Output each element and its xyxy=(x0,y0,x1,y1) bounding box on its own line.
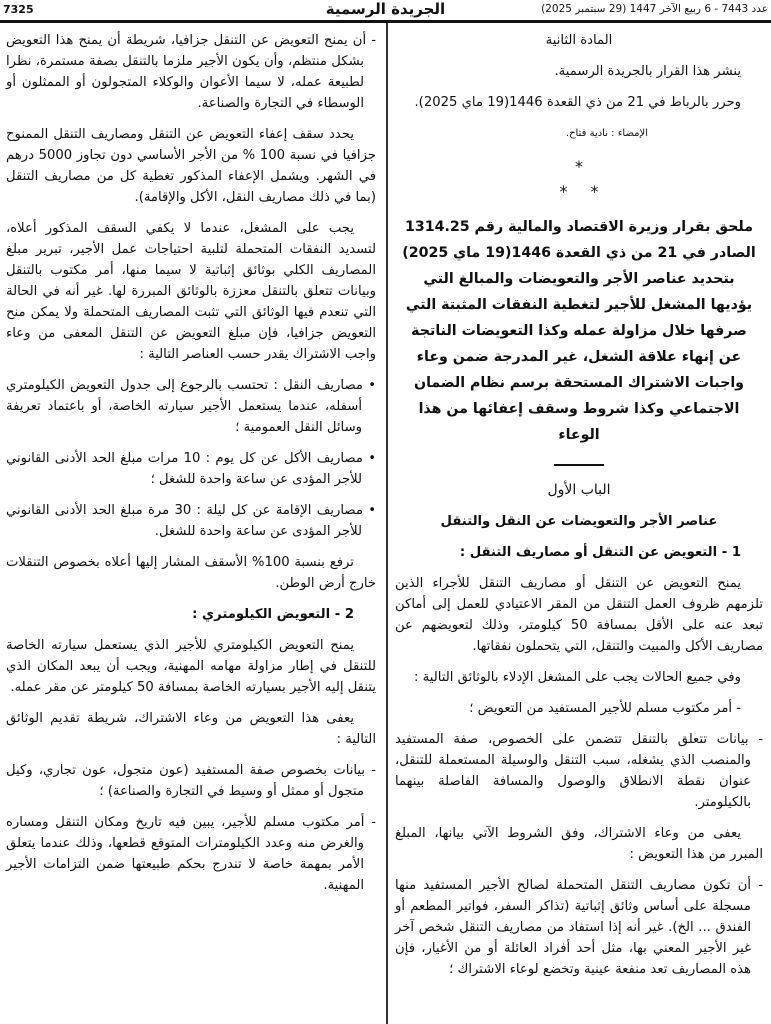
list-item: - أن يمنح التعويض عن التنقل جزافيا، شريطة أن يمنح هذا التعويض بشكل منتظم، وأن يكون الأجير ملزما بالتنقل بصفة مستمرة، نظرا لطبيعة عمله، لا سيما الأعوان والوكلاء المتجولون أو الممثلون أو الوسطاء في التجارة والصناعة. xyxy=(6,33,376,111)
paragraph: وفي جميع الحالات يجب على المشغل الإدلاء بالوثائق التالية : xyxy=(414,670,741,685)
star-separator-double: * * xyxy=(559,182,599,201)
bullet-item: • مصاريف الإقامة عن كل ليلة : 30 مرة مبلغ الحد الأدنى القانوني للأجر المؤدى عن ساعة واحدة للشغل. xyxy=(6,503,376,539)
paragraph: يعفى هذا التعويض من وعاء الاشتراك، شريطة تقديم الوثائق التالية : xyxy=(6,711,376,747)
list-item: - بيانات بخصوص صفة المستفيد (عون متجول، عون تجاري، وكيل متجول أو ممثل أو وسيط في التجارة والصناعة) ؛ xyxy=(6,763,376,799)
publish-text: ينشر هذا القرار بالجريدة الرسمية. xyxy=(554,64,741,79)
page-header xyxy=(0,0,771,20)
bullet-item: • مصاريف النقل : تحتسب بالرجوع إلى جدول التعويض الكيلومتري أسفله، عندما يستعمل الأجير سيارته الخاصة، أو باعتماد تعريفة وسائل النقل العمومية ؛ xyxy=(6,378,376,435)
page-number: 7325 xyxy=(3,3,34,16)
chapter-subtitle: عناصر الأجر والتعويضات عن النقل والتنقل xyxy=(440,514,718,529)
right-column xyxy=(395,30,763,990)
section-separator xyxy=(554,464,604,466)
paragraph: ترفع بنسبة 100% الأسقف المشار إليها أعلاه بخصوص التنقلات خارج أرض الوطن. xyxy=(6,555,376,591)
column-divider xyxy=(386,23,388,1024)
paragraph: يجب على المشغل، عندما لا يكفي السقف المذكور أعلاه، لتسديد النفقات المتحملة لتلبية احتياجات عمل الأجير، تبرير مبلغ المصاريف الكلي بوثائق إثباتية لا سيما منها، أمر مكتوب بالتنقل وبيانات تتعلق بالتنقل معززة بالوثائق المبررة لها. غير أنه في الحالة التي تنعدم فيها الوثائق التي تثبت المصاريف المتحملة ولا يمكن منح التعويض جزافيا، فإن مبلغ التعويض عن التنقل المعفى من وعاء واجب الاشتراك يقدر حسب العناصر التالية : xyxy=(6,221,376,362)
section2-title: 2 - التعويض الكيلومتري : xyxy=(192,607,354,622)
list-item: - أمر مكتوب مسلم للأجير المستفيد من التعويض ؛ xyxy=(469,701,741,716)
list-item: - أن تكون مصاريف التنقل المتحملة لصالح الأجير المستفيد منها مسجلة على أساس وثائق إثباتية (تذاكر السفر، فواتير المطعم أو الفندق ... الخ). غير أنه إذا استفاد من مصاريف التنقل شخص آخر غير الأجير المعني بها، مثل أحد أفراد العائلة أو من الأغيار، فإن هذه المصاريف تعد منفعة عينية وتخضع لوعاء الاشتراك ؛ xyxy=(395,878,763,977)
paragraph: يمنح التعويض عن التنقل أو مصاريف التنقل للأجراء الذين تلزمهم ظروف العمل التنقل من المقر الاعتيادي للعمل إلى أماكن تبعد عنه على الأقل بمسافة 50 كيلومتر، وذلك لتعويضهم عن مصاريف الأكل والمبيت والتنقل، التي يتحملون نفقاتها. xyxy=(395,576,763,654)
issue-info: عدد 7443 - 6 ربيع الآخر 1447 (29 سبتمبر 2025) xyxy=(541,3,768,15)
done-at: وحرر بالرباط في 21 من ذي القعدة 1446(19 ماي 2025). xyxy=(414,95,741,110)
journal-title: الجريدة الرسمية xyxy=(325,0,446,18)
paragraph: يحدد سقف إعفاء التعويض عن التنقل ومصاريف التنقل الممنوح جزافيا في نسبة 100 % من الأجر الأساسي دون تجاوز 5000 درهم في الشهر. ويشمل الإعفاء المذكور تغطية كل من مصاريف التنقل (بما في ذلك مصاريف النقل، الأكل والإقامة). xyxy=(6,127,377,205)
paragraph: يعفى من وعاء الاشتراك، وفق الشروط الآتي بيانها، المبلغ المبرر من هذا التعويض : xyxy=(395,826,763,862)
annex-heading: ملحق بقرار وزيرة الاقتصاد والمالية رقم 1314.25 الصادر في 21 من ذي القعدة 1446(19 ماي 2025) بتحديد عناصر الأجر والتعويضات والمبالغ التي يؤديها المشغل للأجير لتغطية النفقات المثبتة التي صرفها خلال مزاولة عمله وكذا التعويضات الناتجة عن إنهاء علاقة الشغل، غير المدرجة ضمن وعاء واجبات الاشتراك المستحقة برسم نظام الضمان الاجتماعي وكذا شروط وسقف إعفائها من هذا الوعاء xyxy=(402,219,756,443)
section1-title: 1 - التعويض عن التنقل أو مصاريف التنقل : xyxy=(459,545,741,560)
chapter-title: الباب الأول xyxy=(547,482,611,498)
left-column xyxy=(6,30,376,906)
signature: الإمضاء : نادية فتاح. xyxy=(565,128,648,139)
list-item: - أمر مكتوب مسلم للأجير، يبين فيه تاريخ ومكان التنقل ومساره والغرض منه وعدد الكيلومترات المتوقع قطعها، وذلك عندما يتعلق الأمر بمهمة خاصة لا تندرج بحكم طبيعتها ضمن التزامات الأجير المهنية. xyxy=(6,815,376,893)
article-title: المادة الثانية xyxy=(545,33,613,48)
paragraph: يمنح التعويض الكيلومتري للأجير الذي يستعمل سيارته الخاصة للتنقل في إطار مزاولة مهامه المهنية، ويجب أن يبعد المكان الذي يتنقل إليه الأجير بسيارته الخاصة بمسافة 50 كيلومتر عن مقر عمله. xyxy=(6,638,376,695)
star-separator-single: * xyxy=(575,157,583,176)
bullet-item: • مصاريف الأكل عن كل يوم : 10 مرات مبلغ الحد الأدنى القانوني للأجر المؤدى عن ساعة واحدة للشغل ؛ xyxy=(6,451,376,487)
list-item: - بيانات تتعلق بالتنقل تتضمن على الخصوص، صفة المستفيد والمنصب الذي يشغله، سبب التنقل والوسيلة المستعملة للتنقل، عنوان نقطة الانطلاق والوصول والمسافة الفاصلة بينهما بالكيلومتر. xyxy=(395,732,763,810)
